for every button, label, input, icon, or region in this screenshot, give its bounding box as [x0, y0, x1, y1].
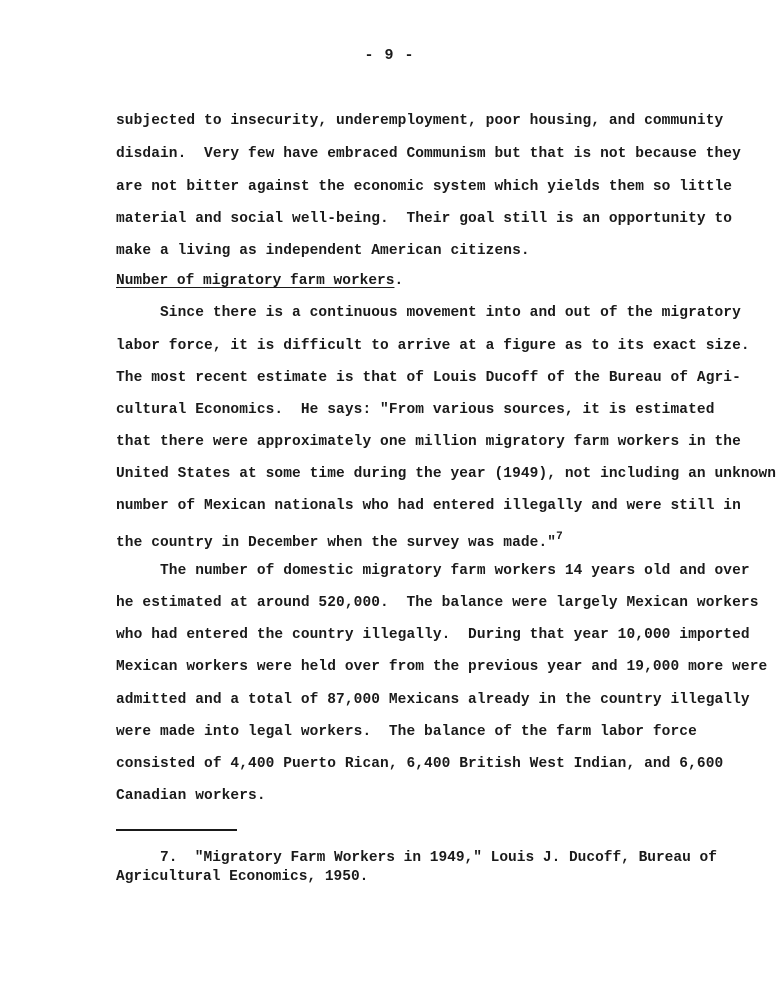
paragraph-3-line-4: Mexican workers were held over from the previous year and 19,000 more were	[116, 659, 768, 675]
paragraph-2-line-7: number of Mexican nationals who had entered illegally and were still in	[116, 498, 741, 514]
paragraph-1-line-2: disdain. Very few have embraced Communism but that is not because they	[116, 146, 741, 162]
paragraph-1-line-3: are not bitter against the economic system which yields them so little	[116, 179, 733, 195]
paragraph-3-line-5: admitted and a total of 87,000 Mexicans already in the country illegally	[116, 692, 750, 708]
page-number: - 9 -	[364, 47, 415, 64]
section-heading-period: .	[394, 273, 404, 289]
paragraph-1-line-1: subjected to insecurity, underemployment, poor housing, and community	[116, 113, 724, 129]
paragraph-2-line-2: labor force, it is difficult to arrive at a figure as to its exact size.	[116, 338, 750, 354]
paragraph-3-line-2: he estimated at around 520,000. The balance were largely Mexican workers	[116, 595, 759, 611]
paragraph-3-line-8: Canadian workers.	[116, 788, 266, 804]
paragraph-1-line-4: material and social well-being. Their goal still is an opportunity to	[116, 211, 733, 227]
paragraph-3-line-6: were made into legal workers. The balance of the farm labor force	[116, 724, 697, 740]
section-heading	[116, 273, 403, 289]
footnote-divider	[116, 829, 237, 831]
paragraph-2-line-8-text: the country in December when the survey was made."	[116, 535, 557, 551]
section-heading-text: Number of migratory farm workers	[116, 273, 395, 289]
paragraph-2-line-8	[116, 531, 563, 551]
paragraph-3-line-3: who had entered the country illegally. During that year 10,000 imported	[116, 627, 750, 643]
paragraph-2-line-6: United States at some time during the year (1949), not including an unknown	[116, 466, 777, 482]
paragraph-1-line-5: make a living as independent American citizens.	[116, 243, 530, 259]
paragraph-2-line-5: that there were approximately one million migratory farm workers in the	[116, 434, 741, 450]
footnote-line-1: 7. "Migratory Farm Workers in 1949," Louis J. Ducoff, Bureau of	[160, 850, 717, 866]
paragraph-3-line-7: consisted of 4,400 Puerto Rican, 6,400 British West Indian, and 6,600	[116, 756, 724, 772]
footnote-line-2: Agricultural Economics, 1950.	[116, 869, 369, 885]
paragraph-2-line-3: The most recent estimate is that of Louis Ducoff of the Bureau of Agri-	[116, 370, 741, 386]
footnote-reference: 7	[556, 531, 563, 543]
paragraph-2-line-1: Since there is a continuous movement into and out of the migratory	[116, 305, 741, 321]
paragraph-3-line-1: The number of domestic migratory farm workers 14 years old and over	[116, 563, 750, 579]
paragraph-2-line-4: cultural Economics. He says: "From various sources, it is estimated	[116, 402, 715, 418]
